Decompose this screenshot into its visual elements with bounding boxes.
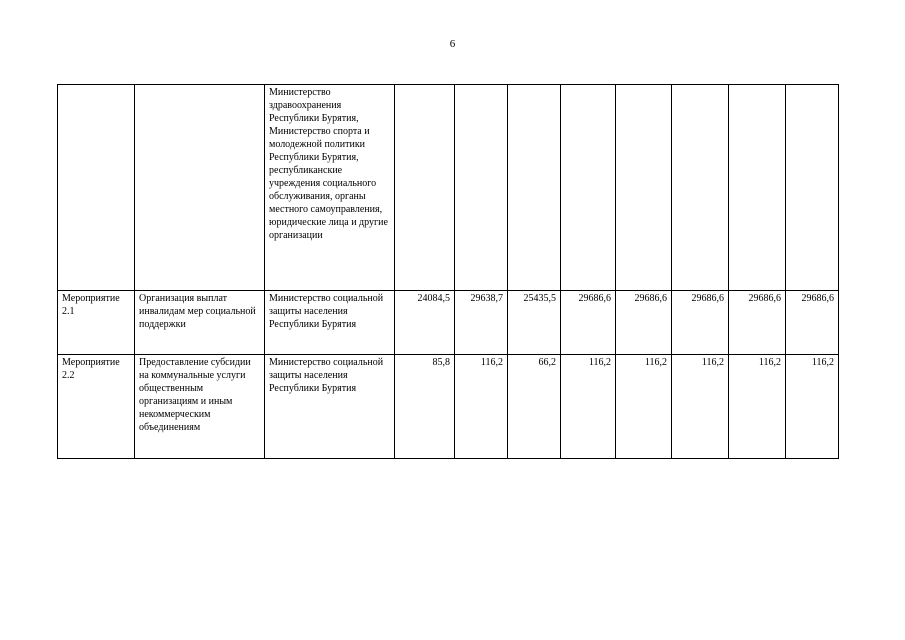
table-row <box>58 291 839 355</box>
value-cell: 116,2 <box>729 355 786 459</box>
measure-name-cell: Организация выплат инвалидам мер социальной поддержки <box>135 291 265 355</box>
value-cell: 29686,6 <box>561 291 616 355</box>
value-cell: 116,2 <box>616 355 672 459</box>
value-cell: 24084,5 <box>395 291 455 355</box>
value-cell: 85,8 <box>395 355 455 459</box>
measure-name-cell: Предоставление субсидии на коммунальные услуги общественным организациям и иным некоммерческим объединениям <box>135 355 265 459</box>
value-cell: 29686,6 <box>786 291 839 355</box>
value-cell: 29686,6 <box>616 291 672 355</box>
executor-cell: Министерство социальной защиты населения Республики Бурятия <box>265 355 395 459</box>
value-cell: 116,2 <box>455 355 508 459</box>
measure-code-cell <box>58 85 135 291</box>
value-cell: 25435,5 <box>508 291 561 355</box>
value-cell <box>561 85 616 291</box>
executor-cell: Министерство здравоохранения Республики Бурятия, Министерство спорта и молодежной политики Республики Бурятия, республиканские учреждения социального обслуживания, органы местного самоуправления, юридические лица и другие организации <box>265 85 395 291</box>
measures-table <box>57 84 839 459</box>
value-cell: 29686,6 <box>672 291 729 355</box>
value-cell <box>508 85 561 291</box>
value-cell <box>455 85 508 291</box>
value-cell: 29638,7 <box>455 291 508 355</box>
value-cell: 66,2 <box>508 355 561 459</box>
value-cell <box>616 85 672 291</box>
value-cell <box>395 85 455 291</box>
value-cell <box>786 85 839 291</box>
table-row <box>58 355 839 459</box>
table-row <box>58 85 839 291</box>
measure-code-cell: Мероприятие 2.1 <box>58 291 135 355</box>
value-cell: 116,2 <box>561 355 616 459</box>
measure-code-cell: Мероприятие 2.2 <box>58 355 135 459</box>
value-cell <box>672 85 729 291</box>
value-cell: 116,2 <box>672 355 729 459</box>
page-number: 6 <box>449 38 456 50</box>
measure-name-cell <box>135 85 265 291</box>
executor-cell: Министерство социальной защиты населения Республики Бурятия <box>265 291 395 355</box>
value-cell: 29686,6 <box>729 291 786 355</box>
value-cell: 116,2 <box>786 355 839 459</box>
value-cell <box>729 85 786 291</box>
